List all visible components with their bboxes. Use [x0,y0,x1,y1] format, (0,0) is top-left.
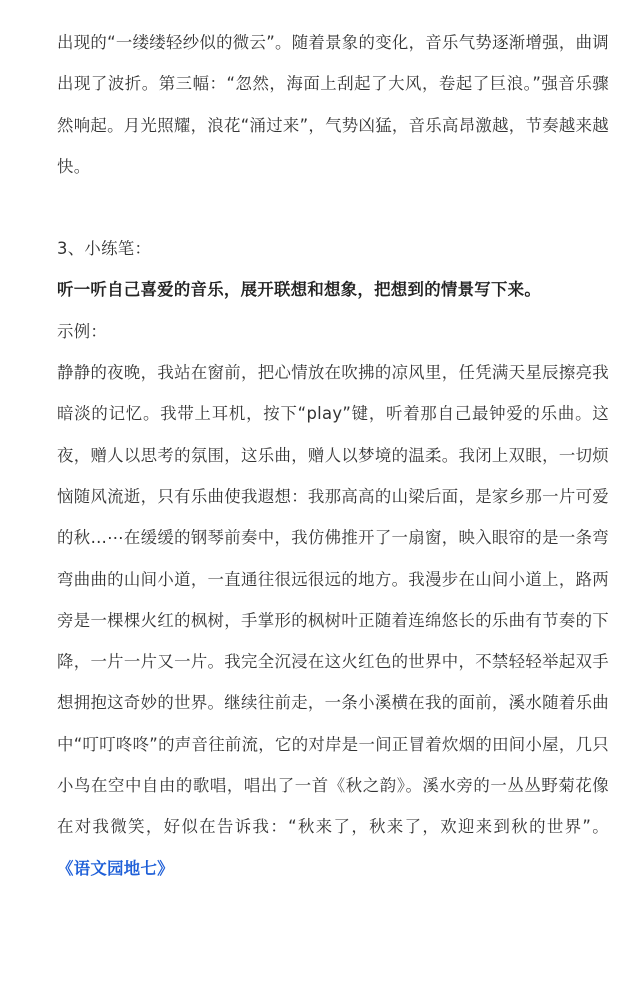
section-heading: 3、小练笔： [57,239,152,259]
example-label: 示例： [57,321,108,341]
example-paragraph [57,352,609,889]
example-text: 静静的夜晚，我站在窗前，把心情放在吹拂的凉风里，任凭满天星辰擦亮我暗淡的记忆。我带上耳机，按下“play”键，听着那自己最钟爱的乐曲。这夜，赠人以思考的氛围，这乐曲，赠人以梦境的温柔。我闭上双眼，一切烦恼随风流逝，只有乐曲使我遐想：我那高高的山梁后面，是家乡那一片可爱的秋…⋯在缓缓的钢琴前奏中，我仿佛推开了一扇窗，映入眼帘的是一条弯弯曲曲的山间小道，一直通往很远很远的地方。我漫步在山间小道上，路两旁是一棵棵火红的枫树，手掌形的枫树叶正随着连绵悠长的乐曲有节奏的下降，一片一片又一片。我完全沉浸在这火红色的世界中，不禁轻轻举起双手想拥抱这奇妙的世界。继续往前走，一条小溪横在我的面前，溪水随着乐曲中“叮叮咚咚”的声音往前流，它的对岸是一间正冒着炊烟的田间小屋，几只小鸟在空中自由的歌唱，唱出了一首《秋之韵》。溪水旁的一丛丛野菊花像在对我微笑，好似在告诉我：“秋来了，秋来了，欢迎来到秋的世界”。 [57,363,609,837]
article-body [57,0,609,889]
chinese-garden-seven-link[interactable]: 《语文园地七》 [57,858,174,878]
writing-prompt: 听一听自己喜爱的音乐，展开联想和想象，把想到的情景写下来。 [57,280,542,300]
section-spacer [57,187,609,228]
paragraph-music-description: 出现的“一缕缕轻纱似的微云”。随着景象的变化，音乐气势逐渐增强，曲调出现了波折。第三幅：“忽然，海面上刮起了大风，卷起了巨浪。”强音乐骤然响起。月光照耀，浪花“涌过来”，气势凶猛，音乐高昂激越，节奏越来越快。 [57,33,609,176]
